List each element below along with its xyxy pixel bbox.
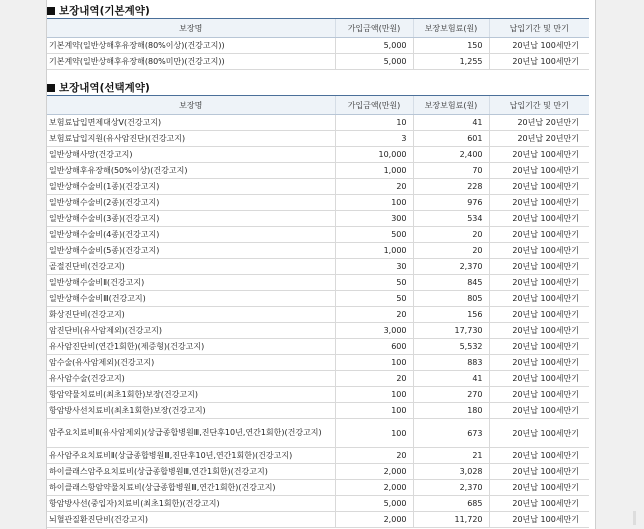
amount-cell: 10 [335, 115, 413, 131]
period-cell: 20년납 100세만기 [489, 419, 589, 448]
premium-cell: 11,720 [413, 512, 489, 528]
amount-cell: 5,000 [335, 54, 413, 70]
premium-cell: 2,370 [413, 480, 489, 496]
period-cell: 20년납 100세만기 [489, 147, 589, 163]
premium-cell: 156 [413, 307, 489, 323]
premium-cell: 976 [413, 195, 489, 211]
premium-cell: 685 [413, 496, 489, 512]
premium-cell: 3,028 [413, 464, 489, 480]
period-cell: 20년납 100세만기 [489, 323, 589, 339]
coverage-name-cell: 유사암수술(건강고지) [47, 371, 335, 387]
table-row [47, 227, 589, 243]
amount-cell: 1,000 [335, 243, 413, 259]
basic-coverage-table [47, 18, 589, 70]
period-cell: 20년납 20년만기 [489, 131, 589, 147]
col-header-period: 납입기간 및 만기 [489, 19, 589, 38]
amount-cell: 500 [335, 227, 413, 243]
premium-cell: 20 [413, 227, 489, 243]
period-cell: 20년납 100세만기 [489, 38, 589, 54]
table-row [47, 480, 589, 496]
premium-cell: 41 [413, 371, 489, 387]
amount-cell: 2,000 [335, 464, 413, 480]
col-header-coverage-name: 보장명 [47, 96, 335, 115]
amount-cell: 1,000 [335, 163, 413, 179]
premium-cell: 41 [413, 115, 489, 131]
amount-cell: 2,000 [335, 512, 413, 528]
table-row [47, 54, 589, 70]
period-cell: 20년납 100세만기 [489, 179, 589, 195]
period-cell: 20년납 100세만기 [489, 512, 589, 528]
bullet-square-icon [47, 84, 55, 92]
amount-cell: 50 [335, 291, 413, 307]
premium-cell: 180 [413, 403, 489, 419]
coverage-name-cell: 기본계약(일반상해후유장해(80%미만)(건강고지)) [47, 54, 335, 70]
period-cell: 20년납 20년만기 [489, 115, 589, 131]
amount-cell: 100 [335, 195, 413, 211]
optional-section-title [47, 80, 150, 95]
optional-table-header [47, 96, 589, 115]
period-cell: 20년납 100세만기 [489, 211, 589, 227]
col-header-coverage-name: 보장명 [47, 19, 335, 38]
coverage-name-cell: 항암방사선치료비(최초1회한)보장(건강고지) [47, 403, 335, 419]
coverage-name-cell: 하이클래스암주요치료비(상급종합병원Ⅲ,연간1회한)(건강고지) [47, 464, 335, 480]
coverage-name-cell: 항암방사선(중입자)치료비(최초1회한)(건강고지) [47, 496, 335, 512]
col-header-amount: 가입금액(만원) [335, 96, 413, 115]
period-cell: 20년납 100세만기 [489, 496, 589, 512]
amount-cell: 5,000 [335, 496, 413, 512]
coverage-name-cell: 일반상해수술비(5종)(건강고지) [47, 243, 335, 259]
bullet-square-icon [47, 7, 55, 15]
premium-cell: 150 [413, 38, 489, 54]
document-sheet [46, 0, 596, 529]
premium-cell: 1,255 [413, 54, 489, 70]
table-row [47, 403, 589, 419]
table-row [47, 371, 589, 387]
period-cell: 20년납 100세만기 [489, 371, 589, 387]
premium-cell: 21 [413, 448, 489, 464]
table-row [47, 147, 589, 163]
table-row [47, 211, 589, 227]
amount-cell: 100 [335, 387, 413, 403]
table-row [47, 259, 589, 275]
period-cell: 20년납 100세만기 [489, 195, 589, 211]
col-header-amount: 가입금액(만원) [335, 19, 413, 38]
table-row [47, 387, 589, 403]
scrollbar[interactable] [633, 511, 636, 525]
coverage-name-cell: 일반상해수술비Ⅲ(건강고지) [47, 291, 335, 307]
amount-cell: 600 [335, 339, 413, 355]
amount-cell: 3,000 [335, 323, 413, 339]
amount-cell: 3 [335, 131, 413, 147]
premium-cell: 2,370 [413, 259, 489, 275]
period-cell: 20년납 100세만기 [489, 355, 589, 371]
table-row [47, 179, 589, 195]
coverage-name-cell: 일반상해후유장해(50%이상)(건강고지) [47, 163, 335, 179]
table-row [47, 163, 589, 179]
amount-cell: 5,000 [335, 38, 413, 54]
period-cell: 20년납 100세만기 [489, 448, 589, 464]
period-cell: 20년납 100세만기 [489, 339, 589, 355]
table-row [47, 496, 589, 512]
amount-cell: 20 [335, 448, 413, 464]
coverage-name-cell: 보험료납입지원(유사암진단)(건강고지) [47, 131, 335, 147]
premium-cell: 673 [413, 419, 489, 448]
table-row [47, 355, 589, 371]
amount-cell: 300 [335, 211, 413, 227]
coverage-name-cell: 유사암주요치료비Ⅱ(상급종합병원Ⅲ,진단후10년,연간1회한)(건강고지) [47, 448, 335, 464]
coverage-name-cell: 일반상해수술비(3종)(건강고지) [47, 211, 335, 227]
basic-section-title [47, 3, 150, 18]
amount-cell: 100 [335, 403, 413, 419]
amount-cell: 30 [335, 259, 413, 275]
col-header-period: 납입기간 및 만기 [489, 96, 589, 115]
premium-cell: 883 [413, 355, 489, 371]
table-row [47, 243, 589, 259]
period-cell: 20년납 100세만기 [489, 54, 589, 70]
table-row [47, 131, 589, 147]
premium-cell: 70 [413, 163, 489, 179]
coverage-name-cell: 일반상해수술비Ⅱ(건강고지) [47, 275, 335, 291]
period-cell: 20년납 100세만기 [489, 163, 589, 179]
optional-section-title-text: 보장내역(선택계약) [59, 82, 150, 94]
period-cell: 20년납 100세만기 [489, 227, 589, 243]
coverage-name-cell: 하이클래스항암약물치료비(상급종합병원Ⅲ,연간1회한)(건강고지) [47, 480, 335, 496]
basic-section-title-text: 보장내역(기본계약) [59, 5, 150, 17]
coverage-name-cell: 일반상해수술비(4종)(건강고지) [47, 227, 335, 243]
coverage-name-cell: 뇌혈관질환진단비(건강고지) [47, 512, 335, 528]
table-row [47, 339, 589, 355]
premium-cell: 805 [413, 291, 489, 307]
premium-cell: 601 [413, 131, 489, 147]
table-row [47, 307, 589, 323]
coverage-name-cell: 일반상해사망(건강고지) [47, 147, 335, 163]
period-cell: 20년납 100세만기 [489, 387, 589, 403]
amount-cell: 20 [335, 179, 413, 195]
table-row [47, 464, 589, 480]
table-row [47, 115, 589, 131]
col-header-premium: 보장보험료(원) [413, 96, 489, 115]
coverage-name-cell: 항암약물치료비(최초1회한)보장(건강고지) [47, 387, 335, 403]
coverage-name-cell: 암진단비(유사암제외)(건강고지) [47, 323, 335, 339]
premium-cell: 270 [413, 387, 489, 403]
premium-cell: 17,730 [413, 323, 489, 339]
coverage-name-cell: 화상진단비(건강고지) [47, 307, 335, 323]
coverage-name-cell: 일반상해수술비(2종)(건강고지) [47, 195, 335, 211]
optional-coverage-table [47, 95, 589, 528]
table-row [47, 419, 589, 448]
period-cell: 20년납 100세만기 [489, 259, 589, 275]
coverage-name-cell: 일반상해수술비(1종)(건강고지) [47, 179, 335, 195]
premium-cell: 5,532 [413, 339, 489, 355]
col-header-premium: 보장보험료(원) [413, 19, 489, 38]
coverage-name-cell: 유사암진단비(연간1회한)(제증형)(건강고지) [47, 339, 335, 355]
premium-cell: 534 [413, 211, 489, 227]
table-row [47, 323, 589, 339]
coverage-name-cell: 기본계약(일반상해후유장해(80%이상)(건강고지)) [47, 38, 335, 54]
coverage-name-cell: 보험료납입면제대상Ⅴ(건강고지) [47, 115, 335, 131]
amount-cell: 20 [335, 371, 413, 387]
amount-cell: 100 [335, 355, 413, 371]
table-row [47, 448, 589, 464]
table-row [47, 291, 589, 307]
table-row [47, 512, 589, 528]
table-row [47, 195, 589, 211]
amount-cell: 50 [335, 275, 413, 291]
premium-cell: 20 [413, 243, 489, 259]
table-row [47, 275, 589, 291]
coverage-name-cell: 골절진단비(건강고지) [47, 259, 335, 275]
period-cell: 20년납 100세만기 [489, 403, 589, 419]
period-cell: 20년납 100세만기 [489, 307, 589, 323]
premium-cell: 2,400 [413, 147, 489, 163]
period-cell: 20년납 100세만기 [489, 291, 589, 307]
amount-cell: 20 [335, 307, 413, 323]
coverage-name-cell: 암수술(유사암제외)(건강고지) [47, 355, 335, 371]
amount-cell: 100 [335, 419, 413, 448]
coverage-name-cell: 암주요치료비Ⅱ(유사암제외)(상급종합병원Ⅲ,진단후10년,연간1회한)(건강고지) [47, 419, 335, 448]
premium-cell: 228 [413, 179, 489, 195]
period-cell: 20년납 100세만기 [489, 243, 589, 259]
premium-cell: 845 [413, 275, 489, 291]
period-cell: 20년납 100세만기 [489, 275, 589, 291]
basic-table-header [47, 19, 589, 38]
period-cell: 20년납 100세만기 [489, 480, 589, 496]
period-cell: 20년납 100세만기 [489, 464, 589, 480]
amount-cell: 2,000 [335, 480, 413, 496]
table-row [47, 38, 589, 54]
amount-cell: 10,000 [335, 147, 413, 163]
